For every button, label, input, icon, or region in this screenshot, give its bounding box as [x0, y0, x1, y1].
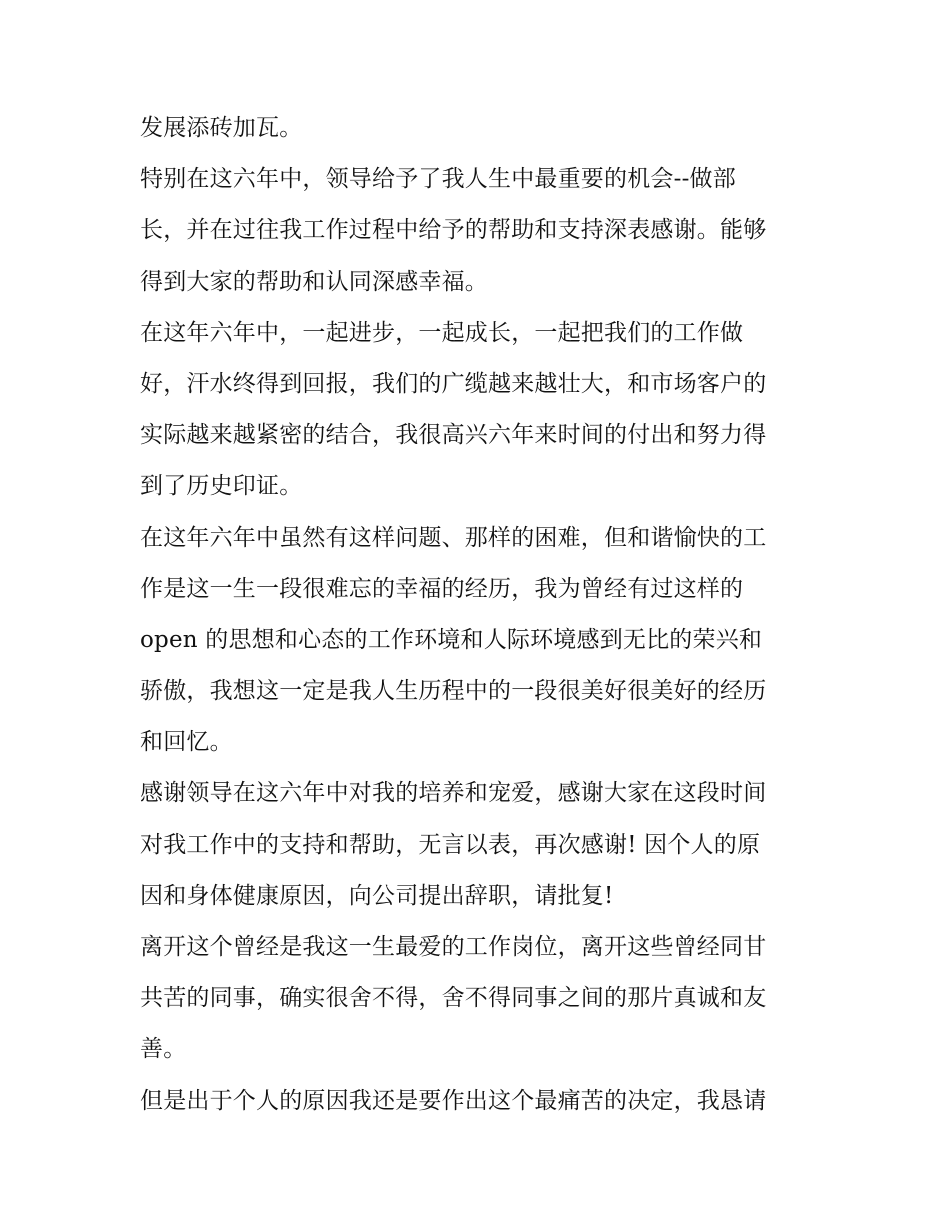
paragraph-4 [140, 513, 820, 769]
text-line: 得到大家的帮助和认同深感幸福。 [140, 268, 488, 295]
text-line: 长，并在过往我工作过程中给予的帮助和支持深表感谢。能够 [140, 217, 767, 244]
text-line: 因和身体健康原因，向公司提出辞职，请批复! [140, 882, 614, 909]
text-line: 和回忆。 [140, 729, 233, 756]
text-line: open 的思想和心态的工作环境和人际环境感到无比的荣兴和 [140, 626, 763, 653]
text-line: 对我工作中的支持和帮助，无言以表，再次感谢! 因个人的原 [140, 831, 761, 858]
text-line: 善。 [140, 1036, 187, 1063]
paragraph-2 [140, 154, 820, 308]
text-line: 到了历史印证。 [140, 473, 303, 500]
paragraph-5 [140, 768, 820, 922]
text-line: 在这年六年中虽然有这样问题、那样的困难，但和谐愉快的工 [140, 524, 767, 551]
text-line: 离开这个曾经是我这一生最爱的工作岗位，离开这些曾经同甘 [140, 934, 767, 960]
document-body [140, 103, 820, 1127]
text-line: 特别在这六年中，领导给予了我人生中最重要的机会--做部 [140, 166, 736, 193]
paragraph-6 [140, 922, 820, 1076]
text-line: 实际越来越紧密的结合，我很高兴六年来时间的付出和努力得 [140, 422, 767, 449]
text-line: 作是这一生一段很难忘的幸福的经历，我为曾经有过这样的 [140, 575, 744, 602]
text-line: 在这年六年中，一起进步，一起成长，一起把我们的工作做 [140, 319, 744, 346]
text-line: 但是出于个人的原因我还是要作出这个最痛苦的决定，我恳请 [140, 1087, 767, 1114]
text-line: 共苦的同事，确实很舍不得，舍不得同事之间的那片真诚和友 [140, 985, 767, 1012]
text-line: 发展添砖加瓦。 [140, 115, 303, 141]
text-line: 感谢领导在这六年中对我的培养和宠爱，感谢大家在这段时间 [140, 780, 767, 807]
paragraph-1 [140, 103, 820, 154]
paragraph-7 [140, 1076, 820, 1127]
paragraph-3 [140, 308, 820, 513]
text-line: 骄傲，我想这一定是我人生历程中的一段很美好很美好的经历 [140, 678, 767, 705]
text-line: 好，汗水终得到回报，我们的广缆越来越壮大，和市场客户的 [140, 370, 767, 397]
